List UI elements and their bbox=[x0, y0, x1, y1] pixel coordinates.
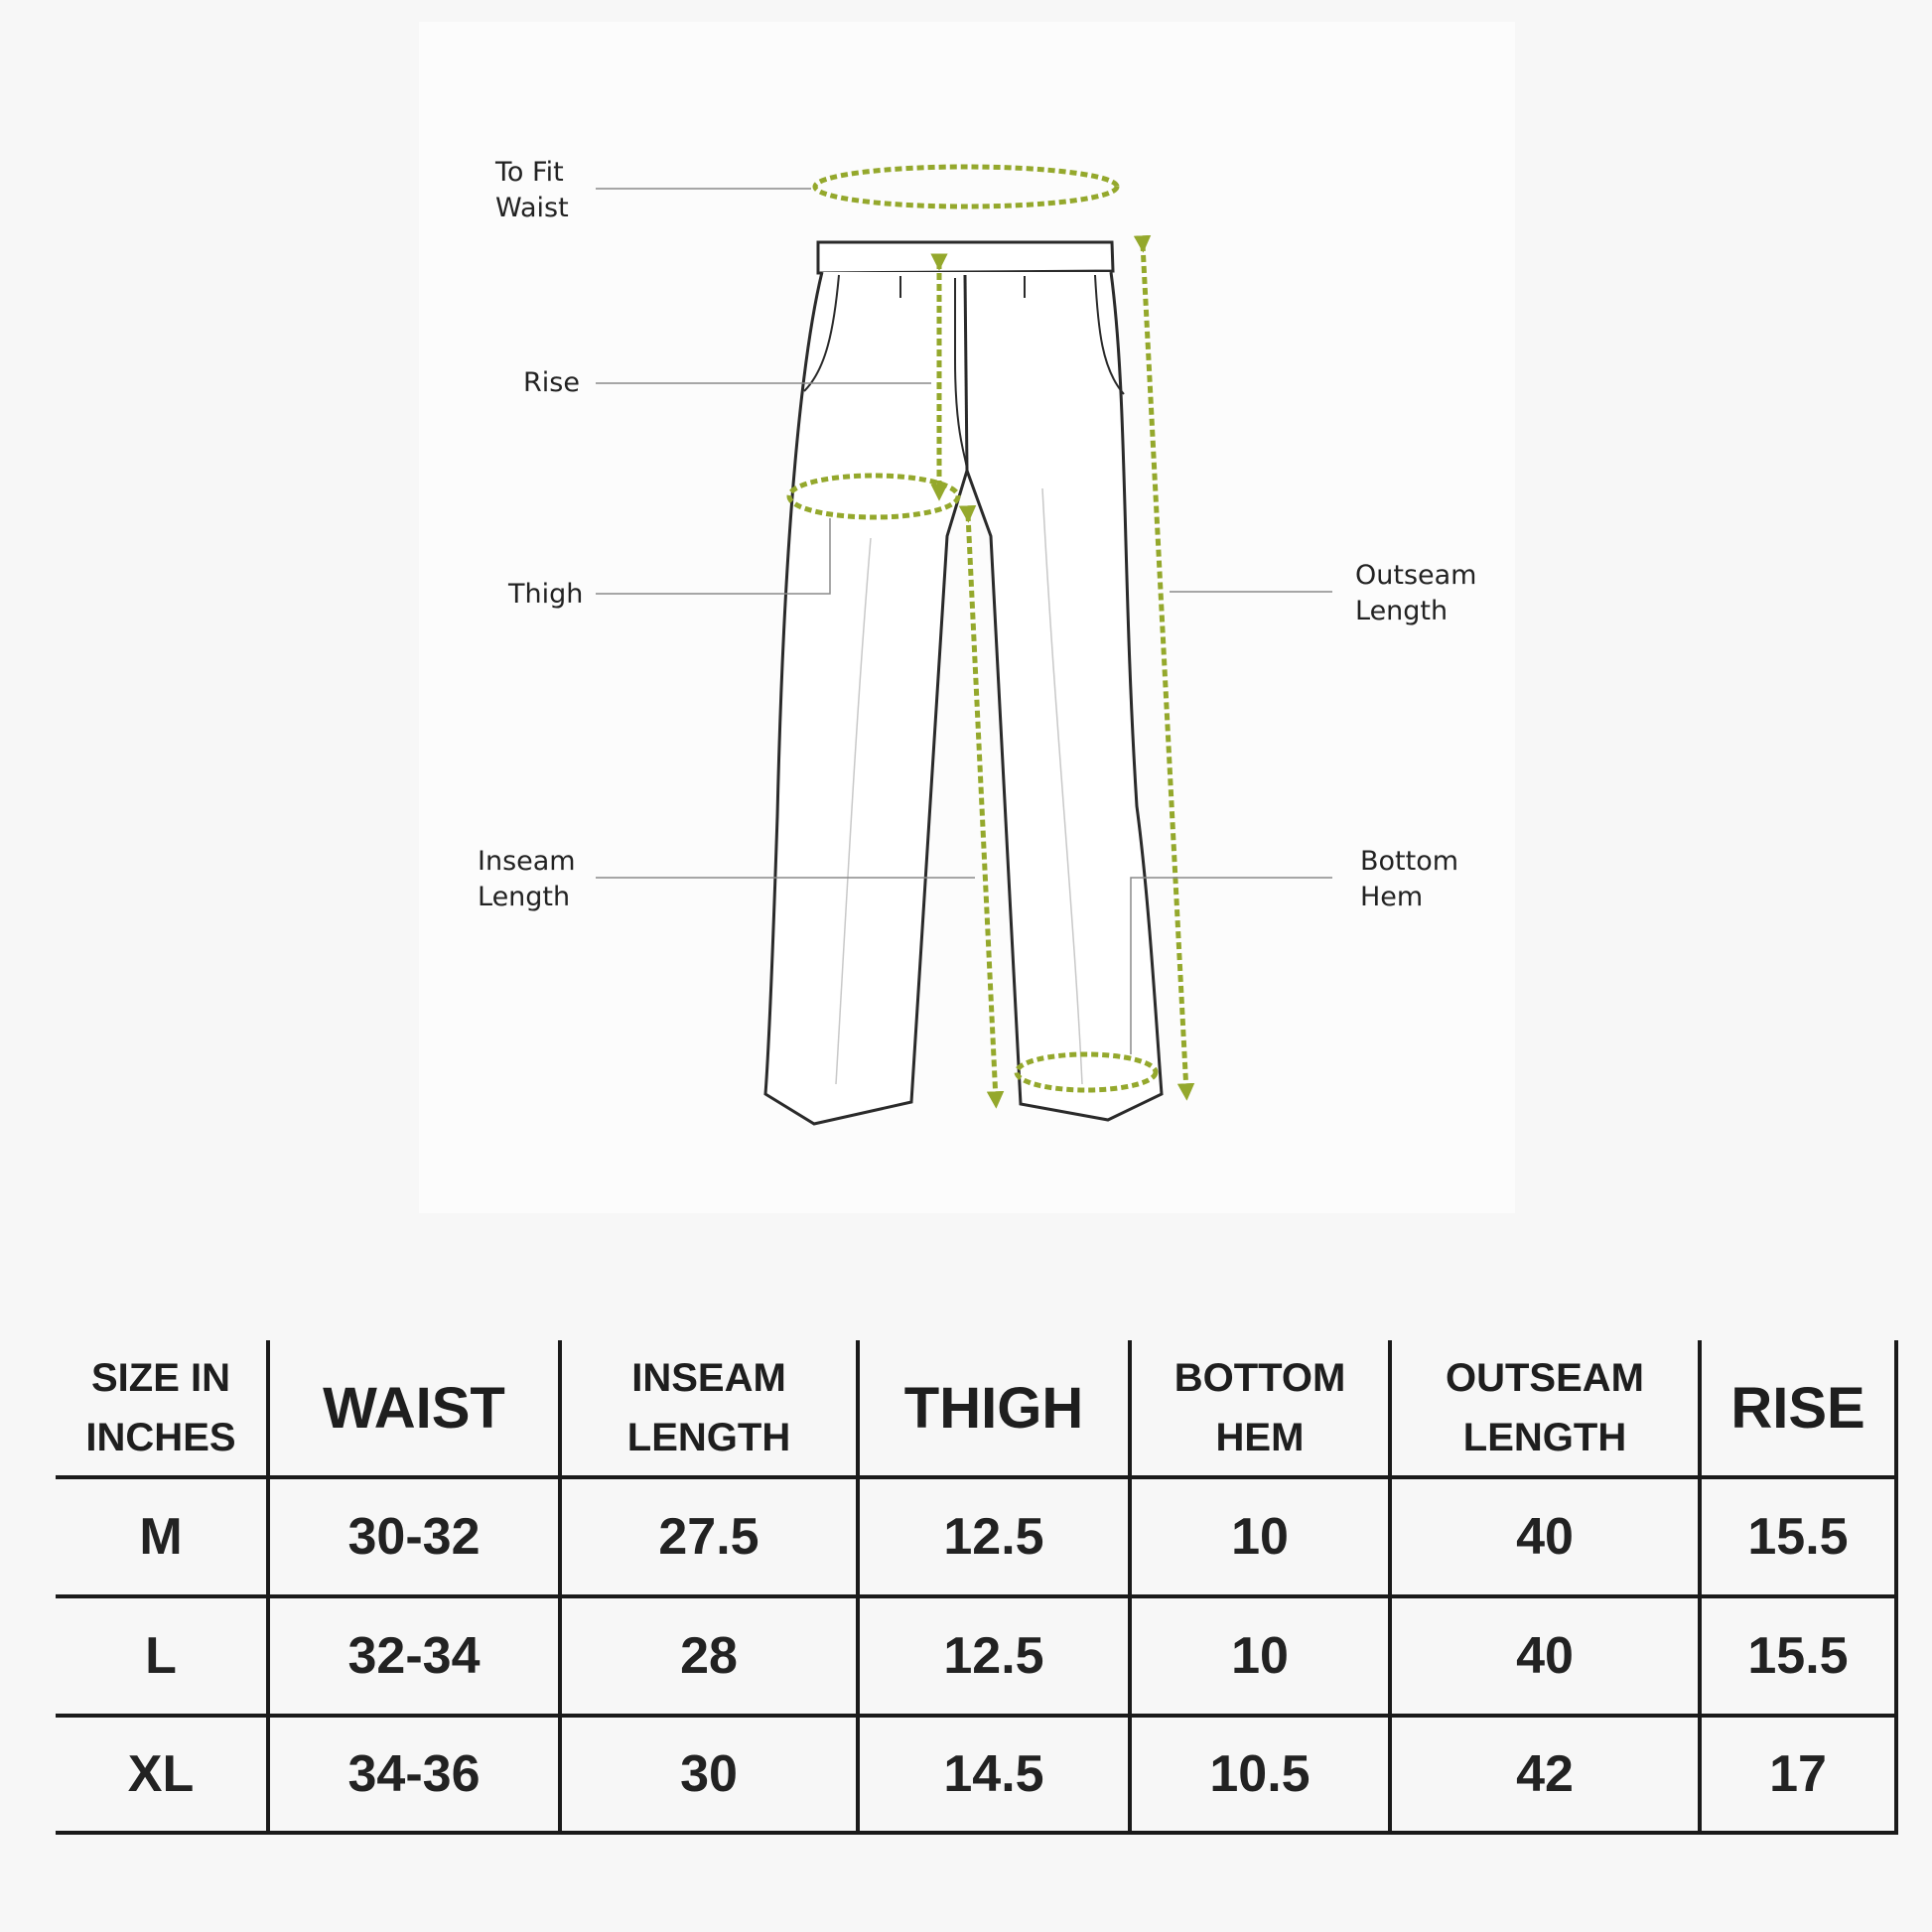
label-rise: Rise bbox=[523, 367, 580, 398]
cell-bottom-hem: 10.5 bbox=[1130, 1716, 1390, 1833]
cell-outseam: 40 bbox=[1390, 1596, 1700, 1716]
cell-waist: 32-34 bbox=[268, 1596, 560, 1716]
label-inseam-length: Inseam Length bbox=[478, 846, 576, 912]
header-waist: WAIST bbox=[268, 1340, 560, 1477]
cell-bottom-hem: 10 bbox=[1130, 1596, 1390, 1716]
cell-thigh: 12.5 bbox=[858, 1596, 1130, 1716]
cell-waist: 34-36 bbox=[268, 1716, 560, 1833]
cell-rise: 15.5 bbox=[1700, 1596, 1896, 1716]
cell-rise: 17 bbox=[1700, 1716, 1896, 1833]
header-bottom-hem: BOTTOM HEM bbox=[1130, 1340, 1390, 1477]
cell-outseam: 40 bbox=[1390, 1477, 1700, 1596]
header-size-in-inches: SIZE IN INCHES bbox=[56, 1340, 268, 1477]
cell-thigh: 12.5 bbox=[858, 1477, 1130, 1596]
cell-inseam: 27.5 bbox=[560, 1477, 858, 1596]
inseam-measure-arrow bbox=[968, 514, 996, 1100]
cell-size: XL bbox=[127, 1745, 195, 1803]
trousers-illustration bbox=[419, 22, 1515, 1213]
label-bottom-hem: Bottom Hem bbox=[1360, 846, 1459, 912]
cell-inseam: 30 bbox=[560, 1716, 858, 1833]
waist-measure-ellipse bbox=[815, 167, 1117, 207]
table-row-l bbox=[56, 1596, 1896, 1716]
label-outseam-length: Outseam Length bbox=[1355, 560, 1477, 626]
size-chart-table bbox=[56, 1340, 1898, 1835]
cell-bottom-hem: 10 bbox=[1130, 1477, 1390, 1596]
header-outseam-length: OUTSEAM LENGTH bbox=[1390, 1340, 1700, 1477]
table-row-xl bbox=[56, 1716, 1896, 1833]
table-header-row bbox=[56, 1340, 1896, 1477]
cell-thigh: 14.5 bbox=[858, 1716, 1130, 1833]
header-inseam-length: INSEAM LENGTH bbox=[560, 1340, 858, 1477]
label-to-fit-waist: To Fit Waist bbox=[495, 157, 569, 223]
label-thigh: Thigh bbox=[508, 579, 584, 610]
measurement-diagram bbox=[419, 22, 1515, 1213]
table-row-m bbox=[56, 1477, 1896, 1596]
cell-rise: 15.5 bbox=[1700, 1477, 1896, 1596]
header-rise: RISE bbox=[1700, 1340, 1896, 1477]
cell-outseam: 42 bbox=[1390, 1716, 1700, 1833]
header-thigh: THIGH bbox=[858, 1340, 1130, 1477]
trousers-outline bbox=[765, 242, 1162, 1124]
cell-inseam: 28 bbox=[560, 1596, 858, 1716]
cell-waist: 30-32 bbox=[268, 1477, 560, 1596]
cell-size: M bbox=[139, 1508, 183, 1566]
cell-size: L bbox=[145, 1627, 177, 1685]
